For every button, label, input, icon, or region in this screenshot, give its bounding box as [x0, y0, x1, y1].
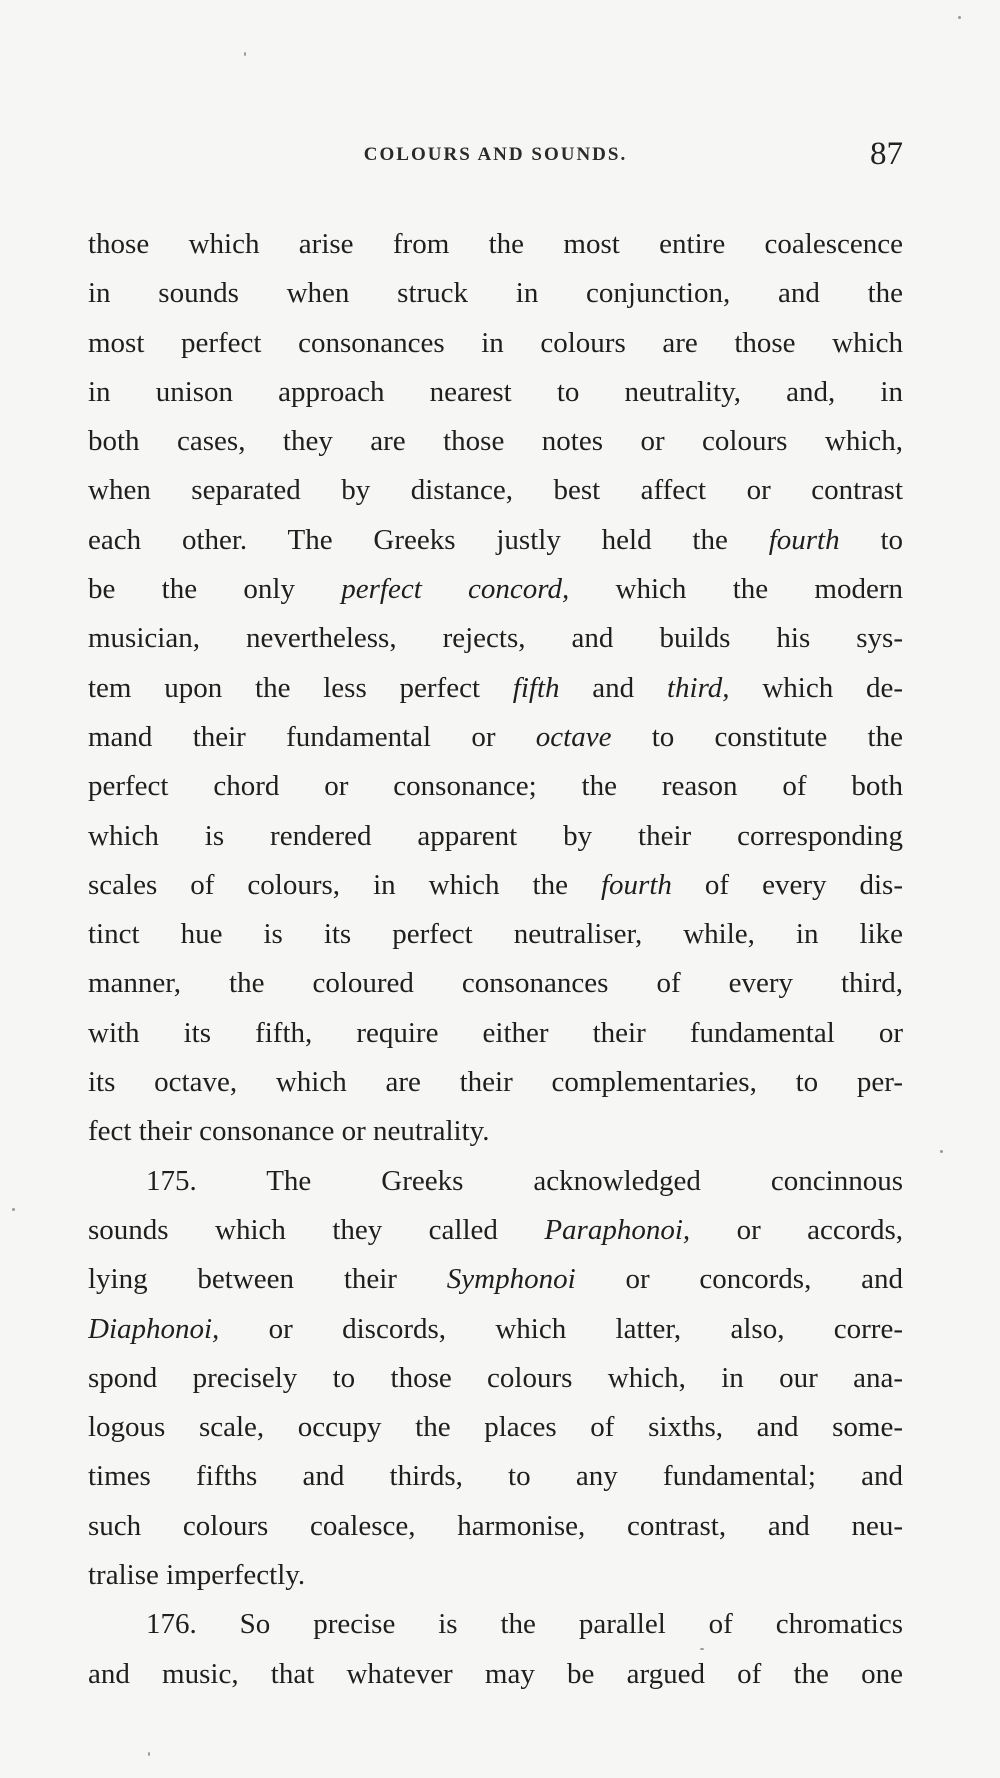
- text-line: be the only perfect concord, which the modern: [88, 573, 903, 606]
- text-line: 176. So precise is the parallel of chromatics: [146, 1608, 903, 1641]
- text-line: Diaphonoi, or discords, which latter, also, corre-: [88, 1312, 903, 1345]
- text-line: tinct hue is its perfect neutraliser, while, in like: [88, 918, 903, 951]
- text-line: manner, the coloured consonances of every third,: [88, 967, 903, 1000]
- text-line: fect their consonance or neutrality.: [88, 1115, 490, 1148]
- text-line: most perfect consonances in colours are those which: [88, 326, 903, 359]
- text-line: both cases, they are those notes or colours which,: [88, 425, 903, 458]
- text-line: when separated by distance, best affect or contrast: [88, 474, 903, 507]
- paper-speck: [700, 1648, 704, 1650]
- paper-speck: [244, 52, 246, 56]
- text-line: and music, that whatever may be argued of the one: [88, 1657, 903, 1690]
- text-line: such colours coalesce, harmonise, contrast, and neu-: [88, 1509, 903, 1542]
- paper-speck: [148, 1752, 150, 1756]
- running-title: COLOURS AND SOUNDS.: [363, 144, 628, 165]
- text-line: musician, nevertheless, rejects, and builds his sys-: [88, 622, 903, 655]
- paper-speck: [940, 1150, 943, 1153]
- text-line: logous scale, occupy the places of sixths, and some-: [88, 1411, 903, 1444]
- text-line: spond precisely to those colours which, in our ana-: [88, 1361, 903, 1394]
- text-line: in sounds when struck in conjunction, and the: [88, 277, 903, 310]
- text-line: 175. The Greeks acknowledged concinnous: [146, 1164, 903, 1197]
- page-number: 87: [870, 136, 903, 172]
- text-line: tralise imperfectly.: [88, 1559, 306, 1592]
- text-line: times fifths and thirds, to any fundamental; and: [88, 1460, 903, 1493]
- text-line: tem upon the less perfect fifth and third, which de-: [88, 671, 903, 704]
- paper-speck: [12, 1208, 15, 1211]
- paper-speck: [958, 16, 961, 19]
- text-line: its octave, which are their complementaries, to per-: [88, 1066, 903, 1099]
- text-line: those which arise from the most entire coalescence: [88, 228, 903, 260]
- text-line: with its fifth, require either their fundamental or: [88, 1016, 903, 1049]
- text-line: scales of colours, in which the fourth of every dis-: [88, 868, 903, 901]
- body-text: [88, 220, 903, 1699]
- text-line: mand their fundamental or octave to constitute the: [88, 720, 903, 753]
- running-head: [88, 136, 903, 180]
- text-line: each other. The Greeks justly held the fourth to: [88, 523, 903, 556]
- text-line: in unison approach nearest to neutrality, and, in: [88, 375, 903, 408]
- text-line: lying between their Symphonoi or concords, and: [88, 1263, 903, 1296]
- text-line: sounds which they called Paraphonoi, or accords,: [88, 1213, 903, 1246]
- text-line: which is rendered apparent by their corresponding: [88, 819, 903, 852]
- text-line: perfect chord or consonance; the reason of both: [88, 770, 903, 803]
